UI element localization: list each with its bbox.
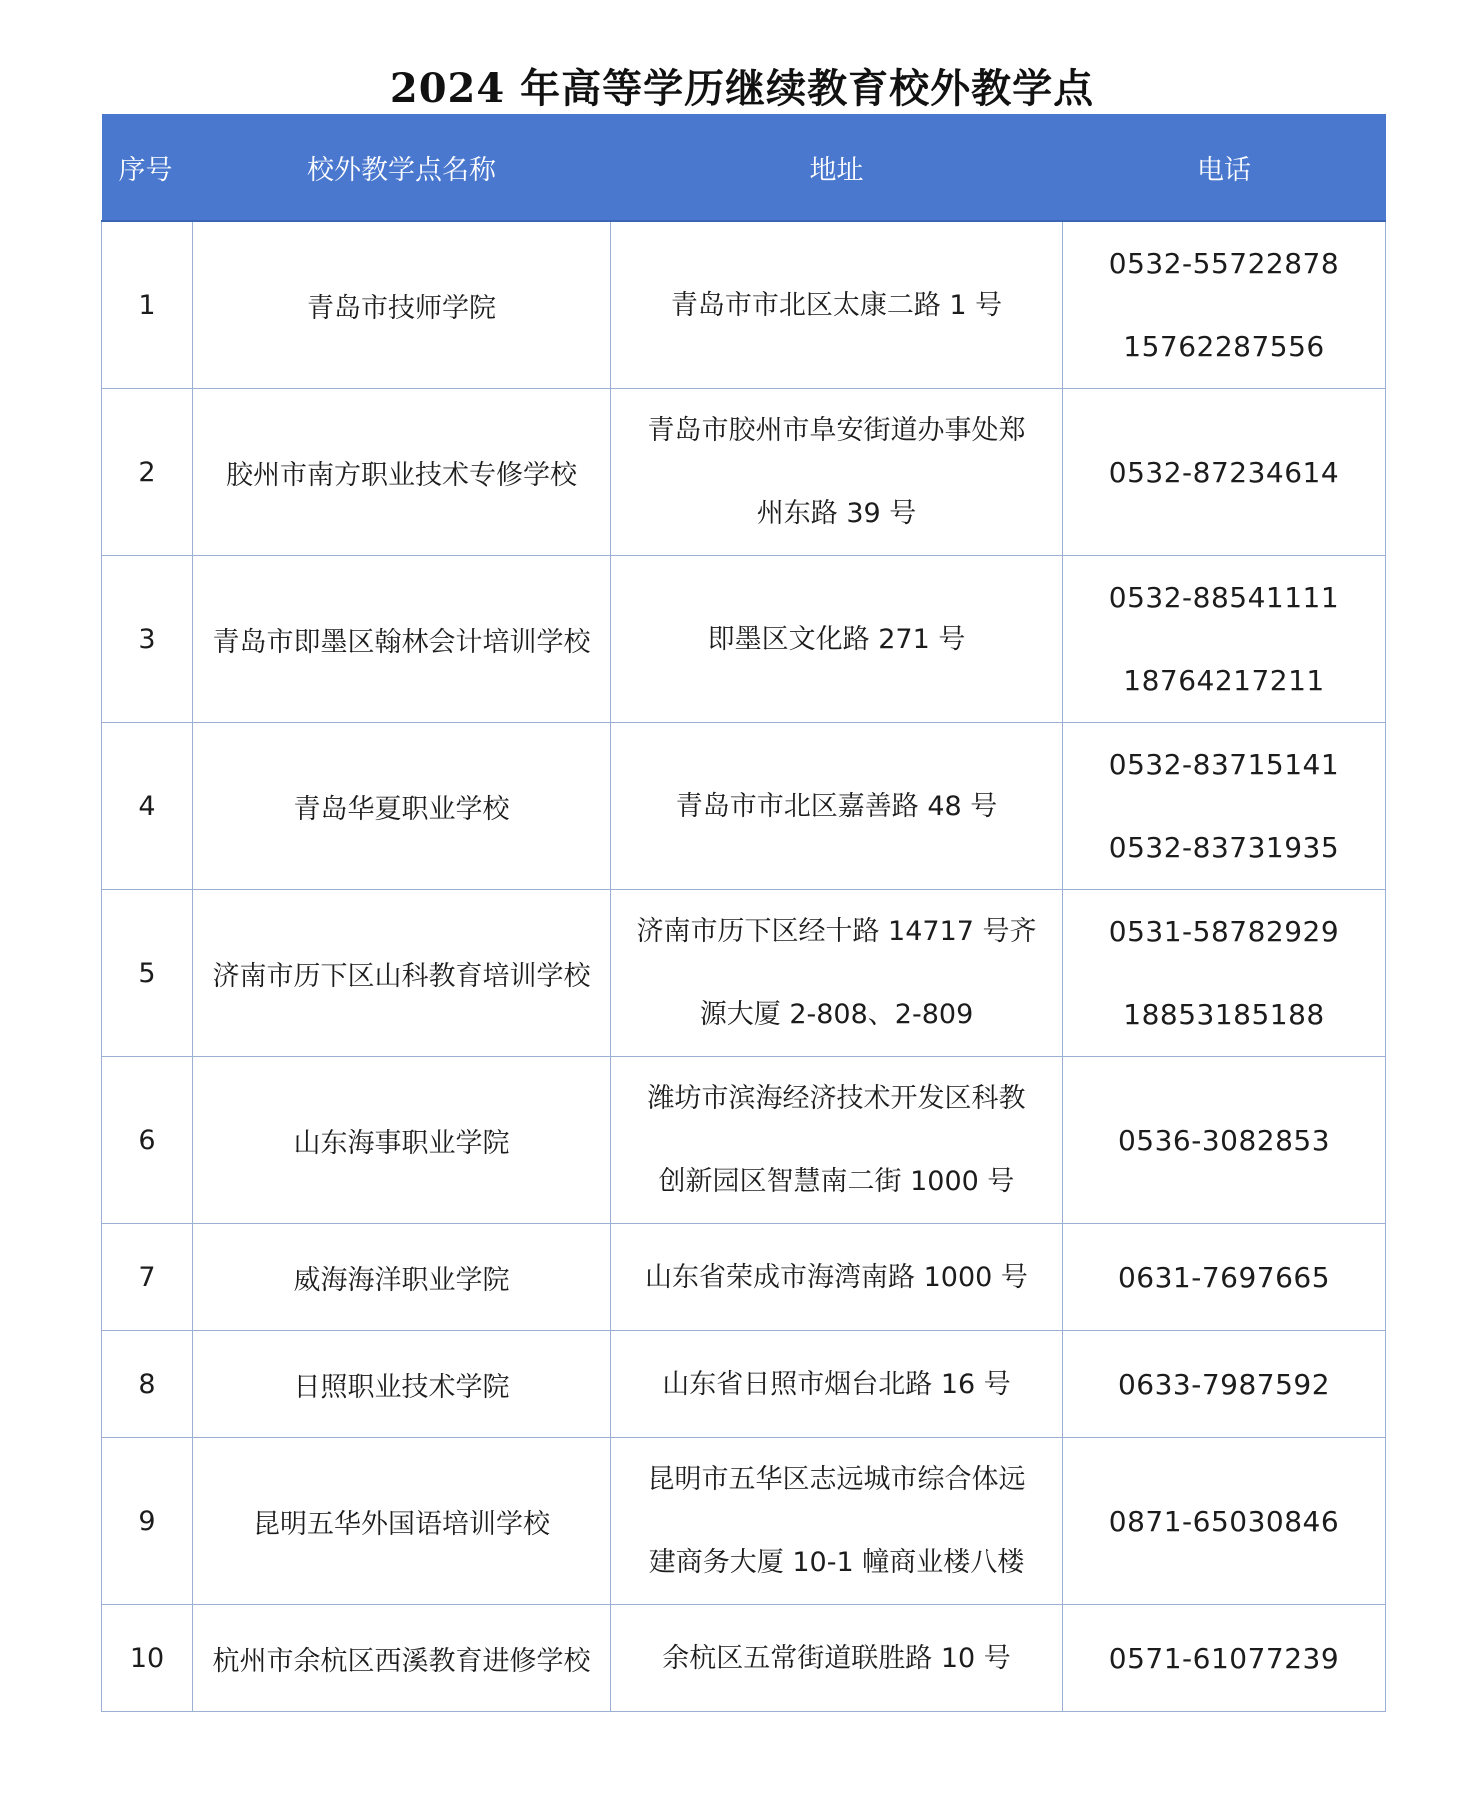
phone-cell xyxy=(1063,1057,1386,1224)
address-line: 建商务大厦 10-1 幢商业楼八楼 xyxy=(648,1547,1025,1578)
header-phone: 电话 xyxy=(1063,114,1386,221)
table-row xyxy=(102,1605,1386,1712)
table-row xyxy=(102,221,1386,389)
phone-cell xyxy=(1063,890,1386,1057)
row-index: 6 xyxy=(102,1057,193,1224)
row-index: 3 xyxy=(102,556,193,723)
table-row xyxy=(102,1331,1386,1438)
phone-number: 0536-3082853 xyxy=(1117,1123,1331,1157)
phone-number: 0532-83715141 xyxy=(1108,748,1340,781)
phone-number: 0633-7987592 xyxy=(1117,1367,1331,1401)
phone-number: 0532-83731935 xyxy=(1108,831,1340,864)
table-row xyxy=(102,556,1386,723)
phone-number: 0532-88541111 xyxy=(1108,581,1340,614)
row-index: 8 xyxy=(102,1331,193,1438)
address-cell xyxy=(611,1224,1063,1331)
school-name: 杭州市余杭区西溪教育进修学校 xyxy=(193,1605,611,1712)
school-name: 昆明五华外国语培训学校 xyxy=(193,1438,611,1605)
phone-cell xyxy=(1063,389,1386,556)
school-name: 日照职业技术学院 xyxy=(193,1331,611,1438)
header-index: 序号 xyxy=(102,114,193,221)
address-line: 青岛市胶州市阜安街道办事处郑 xyxy=(647,415,1026,446)
address-cell xyxy=(611,1057,1063,1224)
phone-number: 0532-87234614 xyxy=(1108,455,1340,489)
phone-number: 0531-58782929 xyxy=(1108,915,1340,948)
school-name: 青岛市技师学院 xyxy=(193,221,611,389)
address-line: 昆明市五华区志远城市综合体远 xyxy=(647,1464,1026,1495)
address-line: 青岛市市北区嘉善路 48 号 xyxy=(675,790,998,822)
row-index: 10 xyxy=(102,1605,193,1712)
address-line: 即墨区文化路 271 号 xyxy=(707,623,966,655)
school-name: 威海海洋职业学院 xyxy=(193,1224,611,1331)
school-name: 青岛华夏职业学校 xyxy=(193,723,611,890)
row-index: 4 xyxy=(102,723,193,890)
header-row xyxy=(102,114,1386,221)
address-line: 山东省荣成市海湾南路 1000 号 xyxy=(645,1261,1028,1293)
table-row xyxy=(102,1057,1386,1224)
phone-cell xyxy=(1063,1224,1386,1331)
address-line: 州东路 39 号 xyxy=(756,498,917,529)
header-address: 地址 xyxy=(611,114,1063,221)
phone-number: 0631-7697665 xyxy=(1117,1260,1331,1294)
row-index: 1 xyxy=(102,221,193,389)
phone-cell xyxy=(1063,1605,1386,1712)
address-cell xyxy=(611,1331,1063,1438)
header-name: 校外教学点名称 xyxy=(193,114,611,221)
table-row xyxy=(102,723,1386,890)
address-cell xyxy=(611,890,1063,1057)
address-line: 创新园区智慧南二街 1000 号 xyxy=(658,1166,1015,1197)
address-cell xyxy=(611,221,1063,389)
phone-number: 0871-65030846 xyxy=(1108,1504,1340,1538)
phone-number: 18764217211 xyxy=(1123,664,1325,697)
school-name: 济南市历下区山科教育培训学校 xyxy=(193,890,611,1057)
address-line: 源大厦 2-808、2-809 xyxy=(699,999,974,1030)
phone-number: 15762287556 xyxy=(1123,330,1325,363)
phone-cell xyxy=(1063,1331,1386,1438)
address-line: 余杭区五常街道联胜路 10 号 xyxy=(662,1642,1011,1674)
table-row xyxy=(102,1438,1386,1605)
phone-cell xyxy=(1063,556,1386,723)
row-index: 5 xyxy=(102,890,193,1057)
phone-number: 0571-61077239 xyxy=(1108,1641,1340,1675)
phone-number: 18853185188 xyxy=(1123,998,1325,1031)
phone-cell xyxy=(1063,1438,1386,1605)
address-line: 山东省日照市烟台北路 16 号 xyxy=(662,1368,1011,1400)
page-title: 2024 年高等学历继续教育校外教学点 xyxy=(389,64,1095,112)
phone-cell xyxy=(1063,221,1386,389)
table-row xyxy=(102,389,1386,556)
school-name: 胶州市南方职业技术专修学校 xyxy=(193,389,611,556)
teaching-points-table xyxy=(101,114,1386,1712)
address-line: 济南市历下区经十路 14717 号齐 xyxy=(636,916,1037,947)
row-index: 2 xyxy=(102,389,193,556)
address-cell xyxy=(611,1438,1063,1605)
row-index: 9 xyxy=(102,1438,193,1605)
phone-number: 0532-55722878 xyxy=(1108,247,1340,280)
address-cell xyxy=(611,723,1063,890)
table-row xyxy=(102,890,1386,1057)
school-name: 山东海事职业学院 xyxy=(193,1057,611,1224)
table-body xyxy=(102,221,1386,1712)
phone-cell xyxy=(1063,723,1386,890)
address-line: 潍坊市滨海经济技术开发区科教 xyxy=(647,1083,1026,1114)
address-cell xyxy=(611,389,1063,556)
row-index: 7 xyxy=(102,1224,193,1331)
table-row xyxy=(102,1224,1386,1331)
address-cell xyxy=(611,1605,1063,1712)
table-header xyxy=(102,114,1386,221)
school-name: 青岛市即墨区翰林会计培训学校 xyxy=(193,556,611,723)
address-line: 青岛市市北区太康二路 1 号 xyxy=(670,289,1003,321)
address-cell xyxy=(611,556,1063,723)
